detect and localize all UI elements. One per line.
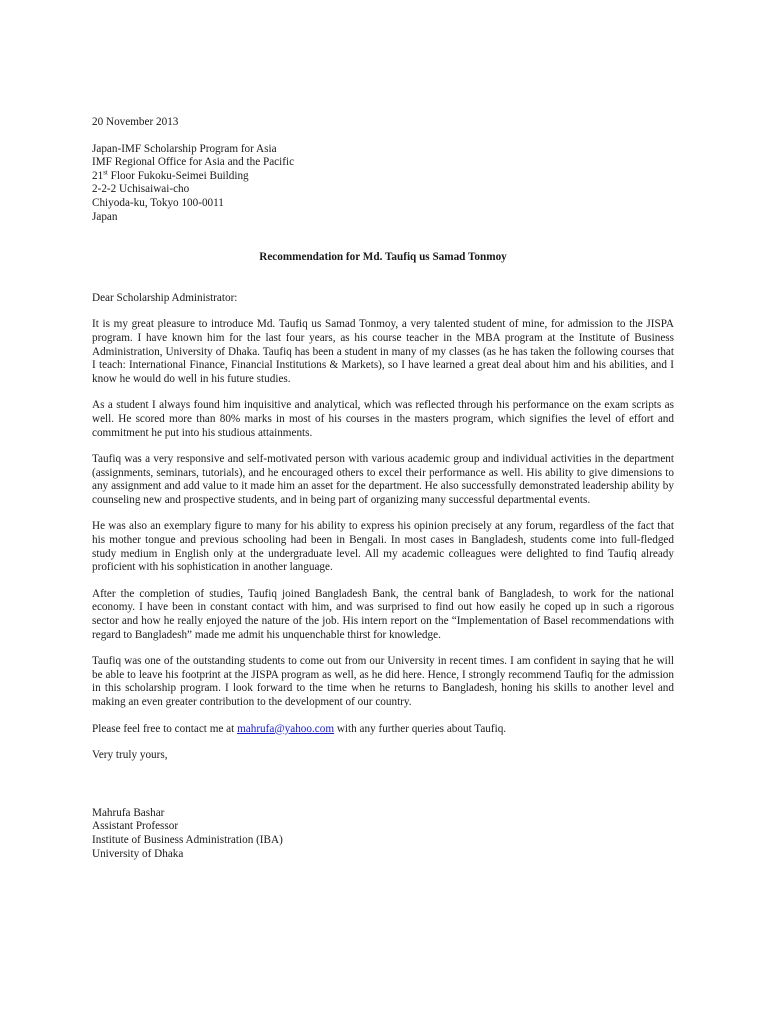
closing: Very truly yours, — [92, 749, 168, 762]
signature-block — [92, 807, 674, 861]
paragraph-5: After the completion of studies, Taufiq joined Bangladesh Bank, the central bank of Bangladesh, to work for the national economy. I have been in constant contact with him, and was surprised to find out how easily he coped up in such a rigorous sector and how he really enjoyed the nature of the job. His intern report on the “Implementation of Basel recommendations with regard to Bangladesh” made me admit his unquenchable thirst for knowledge. — [92, 587, 674, 641]
recipient-address — [92, 143, 674, 225]
floor-building: Floor Fukoku-Seimei Building — [107, 169, 249, 182]
paragraph-6: Taufiq was one of the outstanding students to come out from our University in recent times. I am confident in saying that he will be able to leave his footprint at the JISPA program as well, as he did here. Hence, I strongly recommend Taufiq for the admission in this scholarship program. I look forward to the time when he returns to Bangladesh, honing his skills to another level and making an even greater contribution to the development of our country. — [92, 655, 674, 708]
address-line-3 — [92, 170, 674, 184]
paragraph-2: As a student I always found him inquisitive and analytical, which was reflected through his performance on the exam scripts as well. He scored more than 80% marks in most of his courses in the masters program, which signifies the level of effort and commitment he put into his studious attainments. — [92, 399, 674, 439]
letter-page — [92, 116, 674, 861]
paragraph-4: He was also an exemplary figure to many for his ability to express his opinion precisely at any forum, regardless of the fact that his mother tongue and previous schooling had been in Bengali. In most cases in Bangladesh, students come into full-fledged study medium in English only at the undergraduate level. All my academic colleagues were delighted to find Taufiq already proficient with his sophistication in another language. — [92, 520, 674, 574]
paragraph-1: It is my great pleasure to introduce Md. Taufiq us Samad Tonmoy, a very talented student of mine, for admission to the JISPA program. I have known him for the last four years, as his course teacher in the MBA program at the Institute of Business Administration, University of Dhaka. Taufiq has been a student in many of my classes (as he has taken the following courses that I teach: International Finance, Financial Institutions & Markets), so I have learned a great deal about him and his abilities, and I know he would do well in his future studies. — [92, 318, 674, 385]
contact-paragraph — [92, 723, 674, 737]
contact-after: with any further queries about Taufiq. — [334, 722, 507, 735]
address-line-5: Chiyoda-ku, Tokyo 100-0011 — [92, 196, 224, 209]
floor-ordinal: st — [103, 168, 108, 177]
paragraph-3: Taufiq was a very responsive and self-motivated person with various academic group and individual activities in the department (assignments, seminars, tutorials), and he encouraged others to excel their performance as well. His ability to give dimensions to any assignment and add value to it made him an asset for the department. He also successfully demonstrated leadership ability by counseling new and prospective students, and in being part of organizing many successful departmental events. — [92, 453, 674, 506]
contact-before: Please feel free to contact me at — [92, 722, 238, 735]
address-line-1: Japan-IMF Scholarship Program for Asia — [92, 142, 277, 155]
address-line-4: 2-2-2 Uchisaiwai-cho — [92, 183, 190, 196]
signer-university: University of Dhaka — [92, 847, 184, 860]
address-line-6: Japan — [92, 210, 118, 223]
signer-institute: Institute of Business Administration (IBA) — [92, 833, 283, 846]
salutation: Dear Scholarship Administrator: — [92, 291, 238, 304]
signer-position: Assistant Professor — [92, 820, 179, 833]
letter-title: Recommendation for Md. Taufiq us Samad Tonmoy — [259, 251, 507, 264]
email-link[interactable]: mahrufa@yahoo.com — [237, 722, 335, 735]
letter-date: 20 November 2013 — [92, 116, 179, 128]
signer-name: Mahrufa Bashar — [92, 806, 165, 819]
address-line-2: IMF Regional Office for Asia and the Pacific — [92, 156, 295, 169]
floor-number: 21 — [92, 169, 104, 182]
